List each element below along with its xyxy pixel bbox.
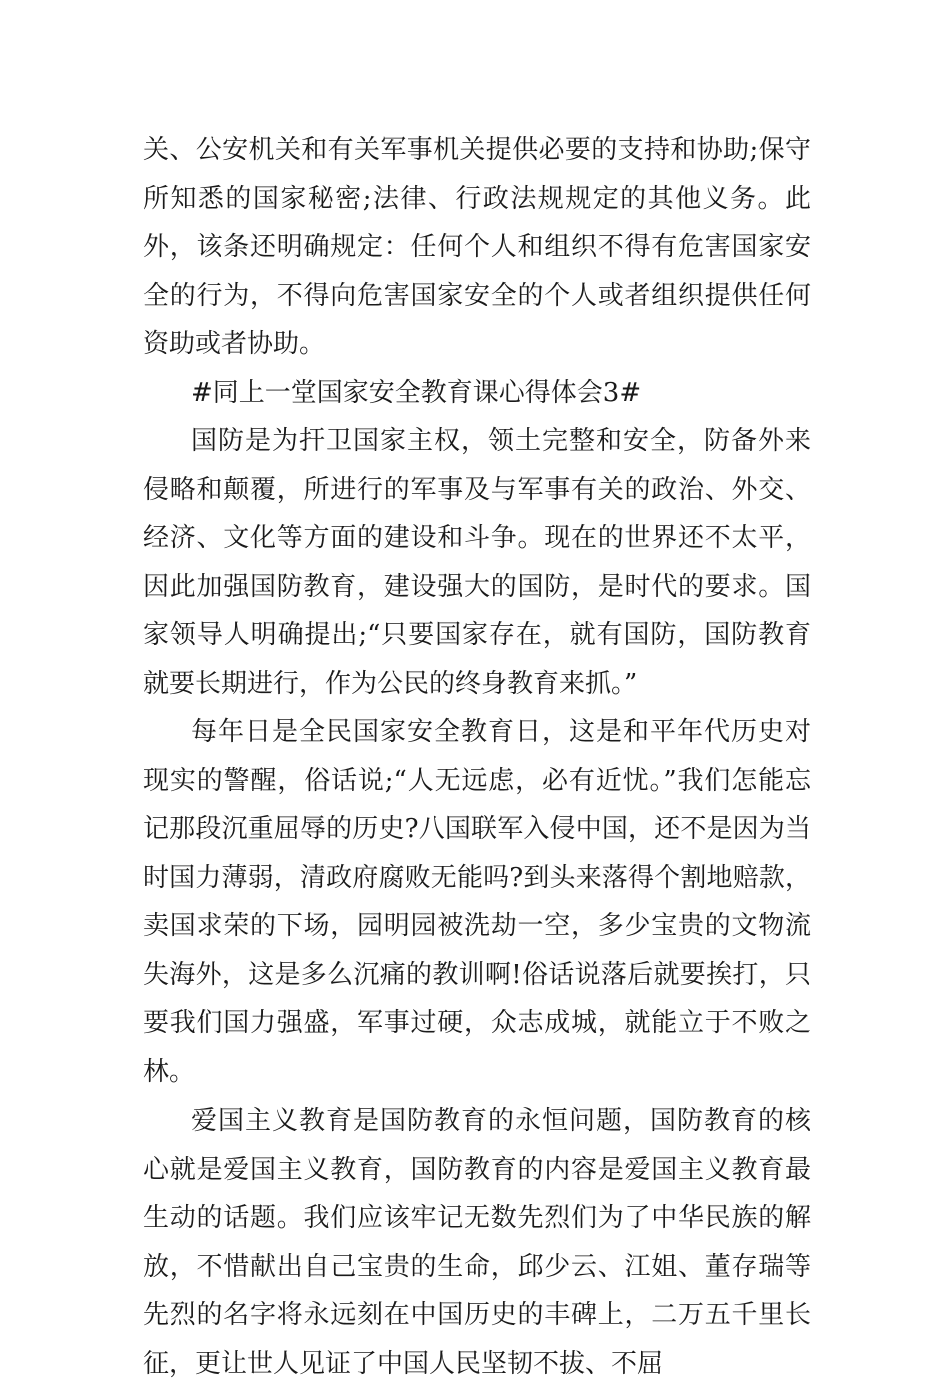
paragraph-national-defense: 国防是为扞卫国家主权，领土完整和安全，防备外来侵略和颠覆，所进行的军事及与军事有关的政治、外交、经济、文化等方面的建设和斗争。现在的世界还不太平，因此加强国防教育，建设强大的国防，是时代的要求。国家领导人明确提出;“只要国家存在，就有国防，国防教育就要长期进行，作为公民的终身教育来抓。” [143, 426, 811, 699]
section-heading: #同上一堂国家安全教育课心得体会3# [191, 377, 642, 408]
paragraph-continuation: 关、公安机关和有关军事机关提供必要的支持和协助;保守所知悉的国家秘密;法律、行政法规规定的其他义务。此外，该条还明确规定：任何个人和组织不得有危害国家安全的行为，不得向危害国家安全的个人或者组织提供任何资助或者协助。 [143, 135, 811, 359]
paragraph-security-education-day: 每年日是全民国家安全教育日，这是和平年代历史对现实的警醒，俗话说;“人无远虑，必有近忧。”我们怎能忘记那段沉重屈辱的历史?八国联军入侵中国，还不是因为当时国力薄弱，清政府腐败无能吗?到头来落得个割地赔款，卖国求荣的下场，园明园被洗劫一空，多少宝贵的文物流失海外，这是多么沉痛的教训啊!俗话说落后就要挨打，只要我们国力强盛，军事过硬，众志成城，就能立于不败之林。 [143, 717, 811, 1087]
paragraph-patriotism-education: 爱国主义教育是国防教育的永恒问题，国防教育的核心就是爱国主义教育，国防教育的内容是爱国主义教育最生动的话题。我们应该牢记无数先烈们为了中华民族的解放，不惜献出自己宝贵的生命，邱少云、江姐、董存瑞等先烈的名字将永远刻在中国历史的丰碑上，二万五千里长征，更让世人见证了中国人民坚韧不拔、不屈 [143, 1106, 811, 1379]
document-body [143, 126, 811, 1388]
